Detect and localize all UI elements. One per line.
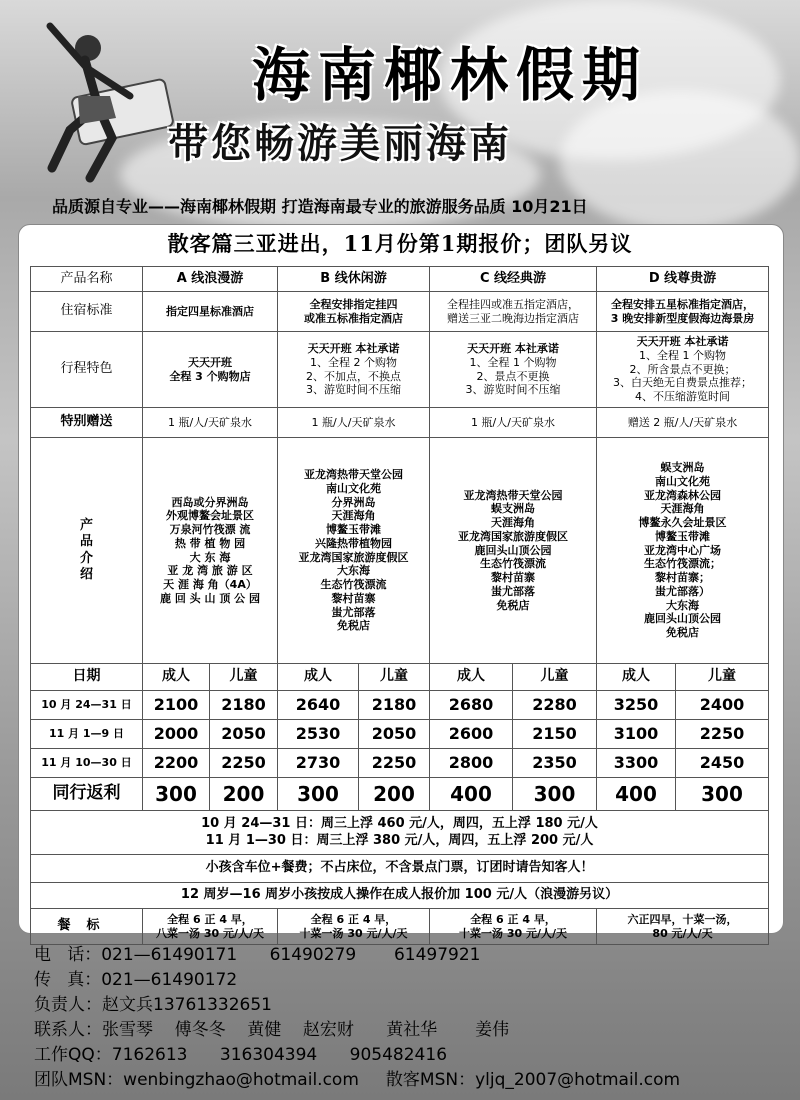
- column-header: A 线浪漫游: [143, 267, 278, 292]
- rebate-cell: 300: [676, 778, 769, 811]
- note-row: [31, 811, 769, 855]
- column-header: C 线经典游: [430, 267, 597, 292]
- price-cell: 2250: [676, 720, 769, 749]
- price-cell: 2250: [210, 749, 278, 778]
- intro-a: 西岛或分界洲岛 外观博鳌会址景区 万泉河竹筏漂 流 热 带 植 物 园 大 东 海 亚 龙 湾 旅 游 区 天 涯 海 角（4A） 鹿 回 头 山 顶 公 园: [143, 438, 278, 664]
- hotel-a: 指定四星标准酒店: [143, 292, 278, 332]
- intro-row: [31, 438, 769, 664]
- phone-line: 电 话：021—61490171 61490279 61497921: [34, 945, 481, 965]
- price-date: 11 月 10—30 日: [31, 749, 143, 778]
- feature-line: 3、白天绝无自费景点推荐；: [613, 376, 753, 390]
- child-note: 小孩含车位+餐费；不占床位，不含景点门票，订团时请告知客人！: [31, 855, 769, 883]
- meal-c: 全程 6 正 4 早， 十菜一汤 30 元/人/天: [430, 909, 597, 945]
- price-cell: 2450: [676, 749, 769, 778]
- price-cell: 2400: [676, 691, 769, 720]
- intro-c: 亚龙湾热带天堂公园 蜈支洲岛 天涯海角 亚龙湾国家旅游度假区 鹿回头山顶公园 生态竹筏漂流 黎村苗寨 蚩尤部落 免税店: [430, 438, 597, 664]
- price-date: 11 月 1—9 日: [31, 720, 143, 749]
- feature-line: 1、全程 2 个购物: [310, 355, 397, 369]
- gift-c: 1 瓶/人/天矿泉水: [430, 408, 597, 438]
- rebate-cell: 200: [210, 778, 278, 811]
- hotel-b-line: 或准五标准指定酒店: [304, 311, 403, 325]
- note-row: [31, 855, 769, 883]
- price-cell: 2680: [430, 691, 513, 720]
- meal-b: 全程 6 正 4 早， 十菜一汤 30 元/人/天: [278, 909, 430, 945]
- gift-b: 1 瓶/人/天矿泉水: [278, 408, 430, 438]
- price-cell: 2280: [513, 691, 597, 720]
- price-cell: 2350: [513, 749, 597, 778]
- row-label: 产 品 介 绍: [31, 438, 143, 664]
- intro-b: 亚龙湾热带天堂公园 南山文化苑 分界洲岛 天涯海角 博鳌玉带滩 兴隆热带植物园 亚龙湾国家旅游度假区 大东海 生态竹筏漂流 黎村苗寨 蚩尤部落 免税店: [278, 438, 430, 664]
- price-row: [31, 720, 769, 749]
- features-c: [430, 332, 597, 408]
- price-cell: 2100: [143, 691, 210, 720]
- rebate-cell: 300: [513, 778, 597, 811]
- page-title: 海南椰林假期: [251, 41, 648, 109]
- price-cell: 3300: [597, 749, 676, 778]
- feature-line: 2、不加点，不换点: [306, 369, 401, 383]
- features-row: [31, 332, 769, 408]
- teen-note: 12 周岁—16 周岁小孩按成人操作在成人报价加 100 元/人（浪漫游另议）: [31, 883, 769, 909]
- meal-a: 全程 6 正 4 早， 八菜一汤 30 元/人/天: [143, 909, 278, 945]
- feature-line: 3、游览时间不压缩: [306, 383, 401, 397]
- row-label: 行程特色: [31, 332, 143, 408]
- child-header: 儿童: [676, 664, 769, 691]
- adult-header: 成人: [597, 664, 676, 691]
- price-cell: 2050: [359, 720, 430, 749]
- price-cell: 2180: [210, 691, 278, 720]
- price-date: 10 月 24—31 日: [31, 691, 143, 720]
- feature-line: 天天开班 本社承诺: [307, 342, 400, 355]
- price-table: [30, 266, 769, 945]
- hotel-d: [597, 292, 769, 332]
- feature-line: 1、全程 1 个购物: [639, 348, 727, 362]
- column-header: B 线休闲游: [278, 267, 430, 292]
- contacts-line: 联系人：张雪琴 傅冬冬 黄健 赵宏财 黄社华 姜伟: [34, 1020, 510, 1040]
- hotel-c-line: 全程挂四或准五指定酒店，: [447, 297, 579, 311]
- price-cell: 2180: [359, 691, 430, 720]
- msn-line: 团队MSN：wenbingzhao@hotmail.com 散客MSN：yljq_2007@hotmail.com: [34, 1070, 681, 1090]
- price-cell: 2640: [278, 691, 359, 720]
- qq-line: 工作QQ：7162613 316304394 905482416: [34, 1045, 448, 1065]
- rebate-cell: 300: [278, 778, 359, 811]
- adult-header: 成人: [430, 664, 513, 691]
- feature-line: 天天开班 本社承诺: [467, 342, 559, 355]
- gift-row: [31, 408, 769, 438]
- gift-d: 赠送 2 瓶/人/天矿泉水: [597, 408, 769, 438]
- price-cell: 2600: [430, 720, 513, 749]
- price-header-row: [31, 664, 769, 691]
- intro-d: 蜈支洲岛 南山文化苑 亚龙湾森林公园 天涯海角 博鳌永久会址景区 博鳌玉带滩 亚龙湾中心广场 生态竹筏漂流； 黎村苗寨； 蚩尤部落） 大东海 鹿回头山顶公园 免税店: [597, 438, 769, 664]
- feature-line: 2、景点不更换: [476, 369, 550, 383]
- meal-d: 六正四早，十菜一汤， 80 元/人/天: [597, 909, 769, 945]
- price-cell: 2530: [278, 720, 359, 749]
- adult-header: 成人: [143, 664, 210, 691]
- surcharge-note: [31, 811, 769, 855]
- price-cell: 2000: [143, 720, 210, 749]
- hotel-d-line: 全程安排五星标准指定酒店，: [611, 297, 755, 311]
- row-label: 餐标: [31, 909, 143, 945]
- row-label: 特别赠送: [31, 408, 143, 438]
- feature-line: 2、所含景点不更换；: [629, 362, 736, 376]
- hero-banner: [0, 0, 800, 222]
- feature-line: 3、游览时间不压缩: [465, 383, 561, 397]
- row-label: 住宿标准: [31, 292, 143, 332]
- table-header-row: [31, 267, 769, 292]
- price-cell: 2050: [210, 720, 278, 749]
- price-cell: 2800: [430, 749, 513, 778]
- rebate-cell: 400: [430, 778, 513, 811]
- feature-line: 1、全程 1 个购物: [469, 355, 557, 369]
- rebate-cell: 200: [359, 778, 430, 811]
- price-cell: 3100: [597, 720, 676, 749]
- rebate-row: [31, 778, 769, 811]
- page-subtitle: 带您畅游美丽海南: [168, 120, 512, 167]
- note-line: 11 月 1—30 日：周三上浮 380 元/人，周四，五上浮 200 元/人: [205, 832, 594, 848]
- rebate-cell: 400: [597, 778, 676, 811]
- hotel-c: [430, 292, 597, 332]
- features-b: [278, 332, 430, 408]
- feature-line: 天天开班 本社承诺: [636, 335, 729, 349]
- note-row: [31, 883, 769, 909]
- hotel-d-line: 3 晚安排新型度假海边海景房: [610, 311, 755, 325]
- tagline: 品质源自专业——海南椰林假期 打造海南最专业的旅游服务品质 10月21日: [52, 197, 588, 216]
- hotel-b: [278, 292, 430, 332]
- fax-line: 传 真：021—61490172: [34, 970, 238, 990]
- features-a: [143, 332, 278, 408]
- price-headline: 散客篇三亚进出，11月份第1期报价；团队另议: [167, 231, 633, 256]
- child-header: 儿童: [513, 664, 597, 691]
- hotel-c-line: 赠送三亚二晚海边指定酒店: [447, 311, 579, 325]
- child-header: 儿童: [359, 664, 430, 691]
- column-header: D 线尊贵游: [597, 267, 769, 292]
- hotel-row: [31, 292, 769, 332]
- price-cell: 2730: [278, 749, 359, 778]
- adult-header: 成人: [278, 664, 359, 691]
- gift-a: 1 瓶/人/天矿泉水: [143, 408, 278, 438]
- child-header: 儿童: [210, 664, 278, 691]
- feature-line: 全程 3 个购物店: [169, 369, 251, 383]
- price-row: [31, 749, 769, 778]
- column-header: 产品名称: [31, 267, 143, 292]
- manager-line: 负责人：赵文兵13761332651: [34, 995, 272, 1015]
- features-d: [597, 332, 769, 408]
- price-cell: 3250: [597, 691, 676, 720]
- rebate-cell: 300: [143, 778, 210, 811]
- hotel-b-line: 全程安排指定挂四: [309, 297, 398, 311]
- price-row: [31, 691, 769, 720]
- date-header: 日期: [31, 664, 143, 691]
- price-cell: 2200: [143, 749, 210, 778]
- feature-line: 4、不压缩游览时间: [635, 390, 731, 404]
- price-cell: 2250: [359, 749, 430, 778]
- note-line: 10 月 24—31 日：周三上浮 460 元/人，周四，五上浮 180 元/人: [201, 816, 598, 832]
- rebate-label: 同行返利: [31, 778, 143, 811]
- feature-line: 天天开班: [188, 355, 232, 369]
- price-cell: 2150: [513, 720, 597, 749]
